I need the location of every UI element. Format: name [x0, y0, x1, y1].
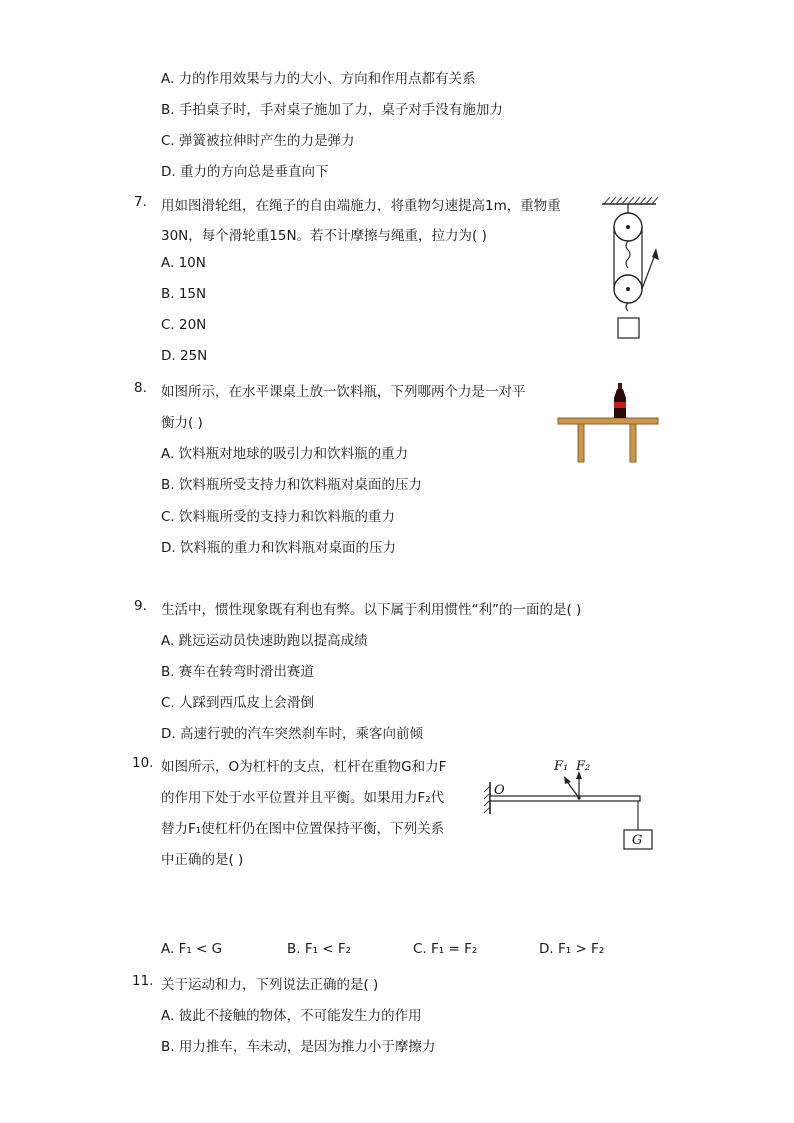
q11-number: 11.: [132, 973, 154, 989]
lever-weight-label: G: [632, 833, 643, 848]
q7-option-a: A. 10N: [161, 255, 206, 271]
lever-pivot-label: O: [494, 783, 505, 798]
q7-option-b: B. 15N: [161, 286, 207, 302]
q10-stem-line2: 的作用下处于水平位置并且平衡。如果用力F₂代: [161, 790, 445, 806]
q11-option-b: B. 用力推车，车未动，是因为推力小于摩擦力: [161, 1039, 436, 1055]
q7-stem-line2: 30N，每个滑轮重15N。若不计摩擦与绳重，拉力为( ): [161, 228, 487, 244]
lever-force-f1-label: F₁: [554, 759, 569, 774]
q9-option-c: C. 人踩到西瓜皮上会滑倒: [161, 695, 315, 711]
q11-option-a: A. 彼此不接触的物体，不可能发生力的作用: [161, 1008, 422, 1024]
q9-option-a: A. 跳远运动员快速助跑以提高成绩: [161, 633, 368, 649]
lever-force-f2-label: F₂: [576, 759, 591, 774]
q8-option-b: B. 饮料瓶所受支持力和饮料瓶对桌面的压力: [161, 477, 422, 493]
q10-option-d: D. F₁ > F₂: [539, 941, 605, 957]
q7-stem-line1: 用如图滑轮组，在绳子的自由端施力，将重物匀速提高1m，重物重: [161, 198, 561, 214]
q7-number: 7.: [134, 194, 147, 210]
q10-stem-line3: 替力F₁使杠杆仍在图中位置保持平衡，下列关系: [161, 821, 445, 837]
q8-number: 8.: [134, 380, 147, 396]
q6-option-a: A. 力的作用效果与力的大小、方向和作用点都有关系: [161, 71, 476, 87]
table-bottle-figure: [556, 378, 662, 466]
q10-stem-line1: 如图所示，O为杠杆的支点，杠杆在重物G和力F: [161, 759, 447, 775]
q9-option-d: D. 高速行驶的汽车突然刹车时，乘客向前倾: [161, 726, 423, 742]
q8-stem-line1: 如图所示，在水平课桌上放一饮料瓶，下列哪两个力是一对平: [161, 384, 526, 400]
q8-option-d: D. 饮料瓶的重力和饮料瓶对桌面的压力: [161, 540, 396, 556]
q10-option-c: C. F₁ = F₂: [413, 941, 478, 957]
pulley-figure: [596, 192, 666, 342]
q11-stem-line1: 关于运动和力，下列说法正确的是( ): [161, 977, 379, 993]
lever-figure: [478, 752, 662, 856]
q6-option-b: B. 手拍桌子时，手对桌子施加了力，桌子对手没有施加力: [161, 102, 503, 118]
q8-option-a: A. 饮料瓶对地球的吸引力和饮料瓶的重力: [161, 446, 409, 462]
q9-option-b: B. 赛车在转弯时滑出赛道: [161, 664, 314, 680]
q9-stem-line1: 生活中，惯性现象既有利也有弊。以下属于利用惯性“利”的一面的是( ): [161, 602, 582, 618]
q7-option-c: C. 20N: [161, 317, 207, 333]
q9-number: 9.: [134, 598, 147, 614]
q8-stem-line2: 衡力( ): [161, 415, 203, 431]
q6-option-c: C. 弹簧被拉伸时产生的力是弹力: [161, 133, 355, 149]
q10-option-b: B. F₁ < F₂: [287, 941, 352, 957]
q6-option-d: D. 重力的方向总是垂直向下: [161, 164, 329, 180]
q10-stem-line4: 中正确的是( ): [161, 852, 244, 868]
q7-option-d: D. 25N: [161, 348, 208, 364]
q10-option-a: A. F₁ < G: [161, 941, 223, 957]
q8-option-c: C. 饮料瓶所受的支持力和饮料瓶的重力: [161, 509, 396, 525]
q10-number: 10.: [132, 755, 154, 771]
